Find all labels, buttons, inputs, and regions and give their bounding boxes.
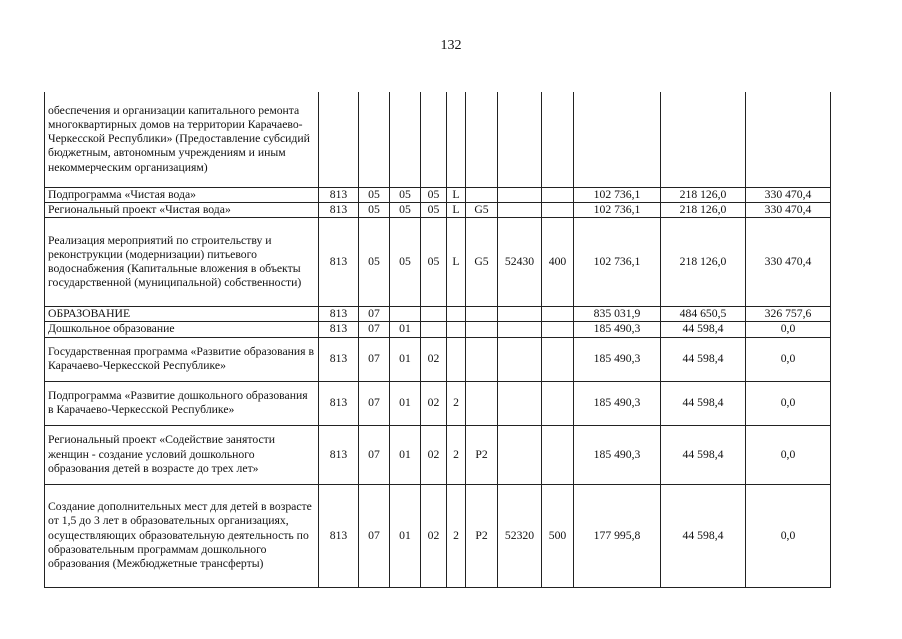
cell-year3: 330 470,4 bbox=[746, 187, 831, 202]
cell-vr bbox=[542, 187, 574, 202]
cell-program bbox=[421, 92, 447, 187]
cell-rz: 07 bbox=[359, 322, 390, 337]
cell-year2: 44 598,4 bbox=[661, 337, 746, 381]
cell-vr: 400 bbox=[542, 218, 574, 307]
cell-year2: 44 598,4 bbox=[661, 322, 746, 337]
cell-vr bbox=[542, 425, 574, 484]
table-row bbox=[45, 484, 831, 587]
cell-vr bbox=[542, 92, 574, 187]
cell-year3: 330 470,4 bbox=[746, 218, 831, 307]
cell-pr: 01 bbox=[390, 381, 421, 425]
row-name: Государственная программа «Развитие образования в Карачаево-Черкесской Республике» bbox=[45, 337, 319, 381]
row-name: Региональный проект «Содействие занятости женщин - создание условий дошкольного образования детей в возрасте до трех лет» bbox=[45, 425, 319, 484]
cell-year1: 185 490,3 bbox=[574, 322, 661, 337]
table-row bbox=[45, 322, 831, 337]
cell-project: P2 bbox=[466, 425, 498, 484]
cell-project bbox=[466, 307, 498, 322]
cell-pr: 01 bbox=[390, 322, 421, 337]
cell-program: 05 bbox=[421, 202, 447, 217]
cell-program: 02 bbox=[421, 425, 447, 484]
cell-year3: 330 470,4 bbox=[746, 202, 831, 217]
cell-project: G5 bbox=[466, 202, 498, 217]
table-row bbox=[45, 92, 831, 187]
table-row bbox=[45, 218, 831, 307]
cell-subprogram: L bbox=[447, 218, 466, 307]
cell-rz: 07 bbox=[359, 484, 390, 587]
cell-vr bbox=[542, 202, 574, 217]
cell-project bbox=[466, 381, 498, 425]
cell-vr bbox=[542, 337, 574, 381]
row-name: ОБРАЗОВАНИЕ bbox=[45, 307, 319, 322]
cell-direction: 52320 bbox=[498, 484, 542, 587]
row-name: Реализация мероприятий по строительству и реконструкции (модернизации) питьевого водоснабжения (Капитальные вложения в объекты государственной (муниципальной) собственности) bbox=[45, 218, 319, 307]
cell-direction bbox=[498, 307, 542, 322]
cell-year3: 0,0 bbox=[746, 425, 831, 484]
row-name: Дошкольное образование bbox=[45, 322, 319, 337]
cell-pr: 01 bbox=[390, 337, 421, 381]
cell-year1: 102 736,1 bbox=[574, 202, 661, 217]
cell-program: 05 bbox=[421, 187, 447, 202]
budget-table bbox=[44, 92, 831, 588]
cell-project bbox=[466, 187, 498, 202]
cell-vr bbox=[542, 307, 574, 322]
cell-rz: 07 bbox=[359, 337, 390, 381]
cell-grbs: 813 bbox=[319, 187, 359, 202]
cell-year2: 484 650,5 bbox=[661, 307, 746, 322]
cell-direction: 52430 bbox=[498, 218, 542, 307]
cell-rz: 05 bbox=[359, 202, 390, 217]
cell-subprogram bbox=[447, 92, 466, 187]
cell-direction bbox=[498, 187, 542, 202]
cell-grbs: 813 bbox=[319, 425, 359, 484]
cell-grbs bbox=[319, 92, 359, 187]
cell-year1: 185 490,3 bbox=[574, 381, 661, 425]
cell-pr: 05 bbox=[390, 187, 421, 202]
cell-project bbox=[466, 337, 498, 381]
cell-grbs: 813 bbox=[319, 202, 359, 217]
cell-year1: 185 490,3 bbox=[574, 425, 661, 484]
cell-vr bbox=[542, 322, 574, 337]
cell-rz: 07 bbox=[359, 307, 390, 322]
cell-program: 02 bbox=[421, 381, 447, 425]
cell-year2: 218 126,0 bbox=[661, 187, 746, 202]
cell-vr bbox=[542, 381, 574, 425]
row-name: Подпрограмма «Чистая вода» bbox=[45, 187, 319, 202]
cell-grbs: 813 bbox=[319, 307, 359, 322]
cell-year2 bbox=[661, 92, 746, 187]
cell-pr: 05 bbox=[390, 202, 421, 217]
cell-rz: 07 bbox=[359, 381, 390, 425]
cell-project bbox=[466, 322, 498, 337]
cell-subprogram bbox=[447, 307, 466, 322]
cell-program bbox=[421, 322, 447, 337]
cell-year3 bbox=[746, 92, 831, 187]
cell-year2: 44 598,4 bbox=[661, 425, 746, 484]
table-row bbox=[45, 307, 831, 322]
cell-direction bbox=[498, 92, 542, 187]
table-row bbox=[45, 202, 831, 217]
cell-year2: 218 126,0 bbox=[661, 202, 746, 217]
cell-program: 02 bbox=[421, 484, 447, 587]
cell-project: G5 bbox=[466, 218, 498, 307]
row-name: обеспечения и организации капитального ремонта многоквартирных домов на территории Карачаево-Черкесской Республики» (Предоставление субсидий бюджетным, автономным учреждениям и иным некоммерческим организациям) bbox=[45, 92, 319, 187]
cell-grbs: 813 bbox=[319, 337, 359, 381]
row-name: Создание дополнительных мест для детей в возрасте от 1,5 до 3 лет в образовательных организациях, осуществляющих образовательную деятельность по образовательным программам дошкольного образования (Межбюджетные трансферты) bbox=[45, 484, 319, 587]
cell-pr: 05 bbox=[390, 218, 421, 307]
cell-grbs: 813 bbox=[319, 484, 359, 587]
cell-program: 02 bbox=[421, 337, 447, 381]
cell-year2: 44 598,4 bbox=[661, 484, 746, 587]
table-row bbox=[45, 381, 831, 425]
row-name: Региональный проект «Чистая вода» bbox=[45, 202, 319, 217]
cell-grbs: 813 bbox=[319, 381, 359, 425]
cell-subprogram bbox=[447, 322, 466, 337]
table-row bbox=[45, 337, 831, 381]
table-row bbox=[45, 425, 831, 484]
cell-year3: 0,0 bbox=[746, 381, 831, 425]
cell-program bbox=[421, 307, 447, 322]
cell-direction bbox=[498, 322, 542, 337]
cell-pr bbox=[390, 307, 421, 322]
cell-year1: 835 031,9 bbox=[574, 307, 661, 322]
cell-subprogram: 2 bbox=[447, 425, 466, 484]
cell-year3: 0,0 bbox=[746, 322, 831, 337]
cell-direction bbox=[498, 337, 542, 381]
cell-rz bbox=[359, 92, 390, 187]
cell-subprogram: 2 bbox=[447, 484, 466, 587]
cell-subprogram: L bbox=[447, 187, 466, 202]
cell-rz: 07 bbox=[359, 425, 390, 484]
cell-direction bbox=[498, 202, 542, 217]
cell-pr bbox=[390, 92, 421, 187]
cell-year3: 326 757,6 bbox=[746, 307, 831, 322]
cell-grbs: 813 bbox=[319, 322, 359, 337]
cell-direction bbox=[498, 425, 542, 484]
cell-year1: 102 736,1 bbox=[574, 218, 661, 307]
cell-year1: 102 736,1 bbox=[574, 187, 661, 202]
cell-rz: 05 bbox=[359, 187, 390, 202]
cell-project: P2 bbox=[466, 484, 498, 587]
cell-subprogram: L bbox=[447, 202, 466, 217]
cell-year3: 0,0 bbox=[746, 337, 831, 381]
cell-subprogram bbox=[447, 337, 466, 381]
cell-year1 bbox=[574, 92, 661, 187]
cell-pr: 01 bbox=[390, 484, 421, 587]
cell-year2: 44 598,4 bbox=[661, 381, 746, 425]
cell-subprogram: 2 bbox=[447, 381, 466, 425]
page-number: 132 bbox=[440, 38, 462, 53]
cell-pr: 01 bbox=[390, 425, 421, 484]
cell-year1: 185 490,3 bbox=[574, 337, 661, 381]
cell-rz: 05 bbox=[359, 218, 390, 307]
cell-program: 05 bbox=[421, 218, 447, 307]
cell-project bbox=[466, 92, 498, 187]
cell-direction bbox=[498, 381, 542, 425]
cell-grbs: 813 bbox=[319, 218, 359, 307]
table-row bbox=[45, 187, 831, 202]
cell-vr: 500 bbox=[542, 484, 574, 587]
cell-year2: 218 126,0 bbox=[661, 218, 746, 307]
row-name: Подпрограмма «Развитие дошкольного образования в Карачаево-Черкесской Республике» bbox=[45, 381, 319, 425]
cell-year3: 0,0 bbox=[746, 484, 831, 587]
cell-year1: 177 995,8 bbox=[574, 484, 661, 587]
